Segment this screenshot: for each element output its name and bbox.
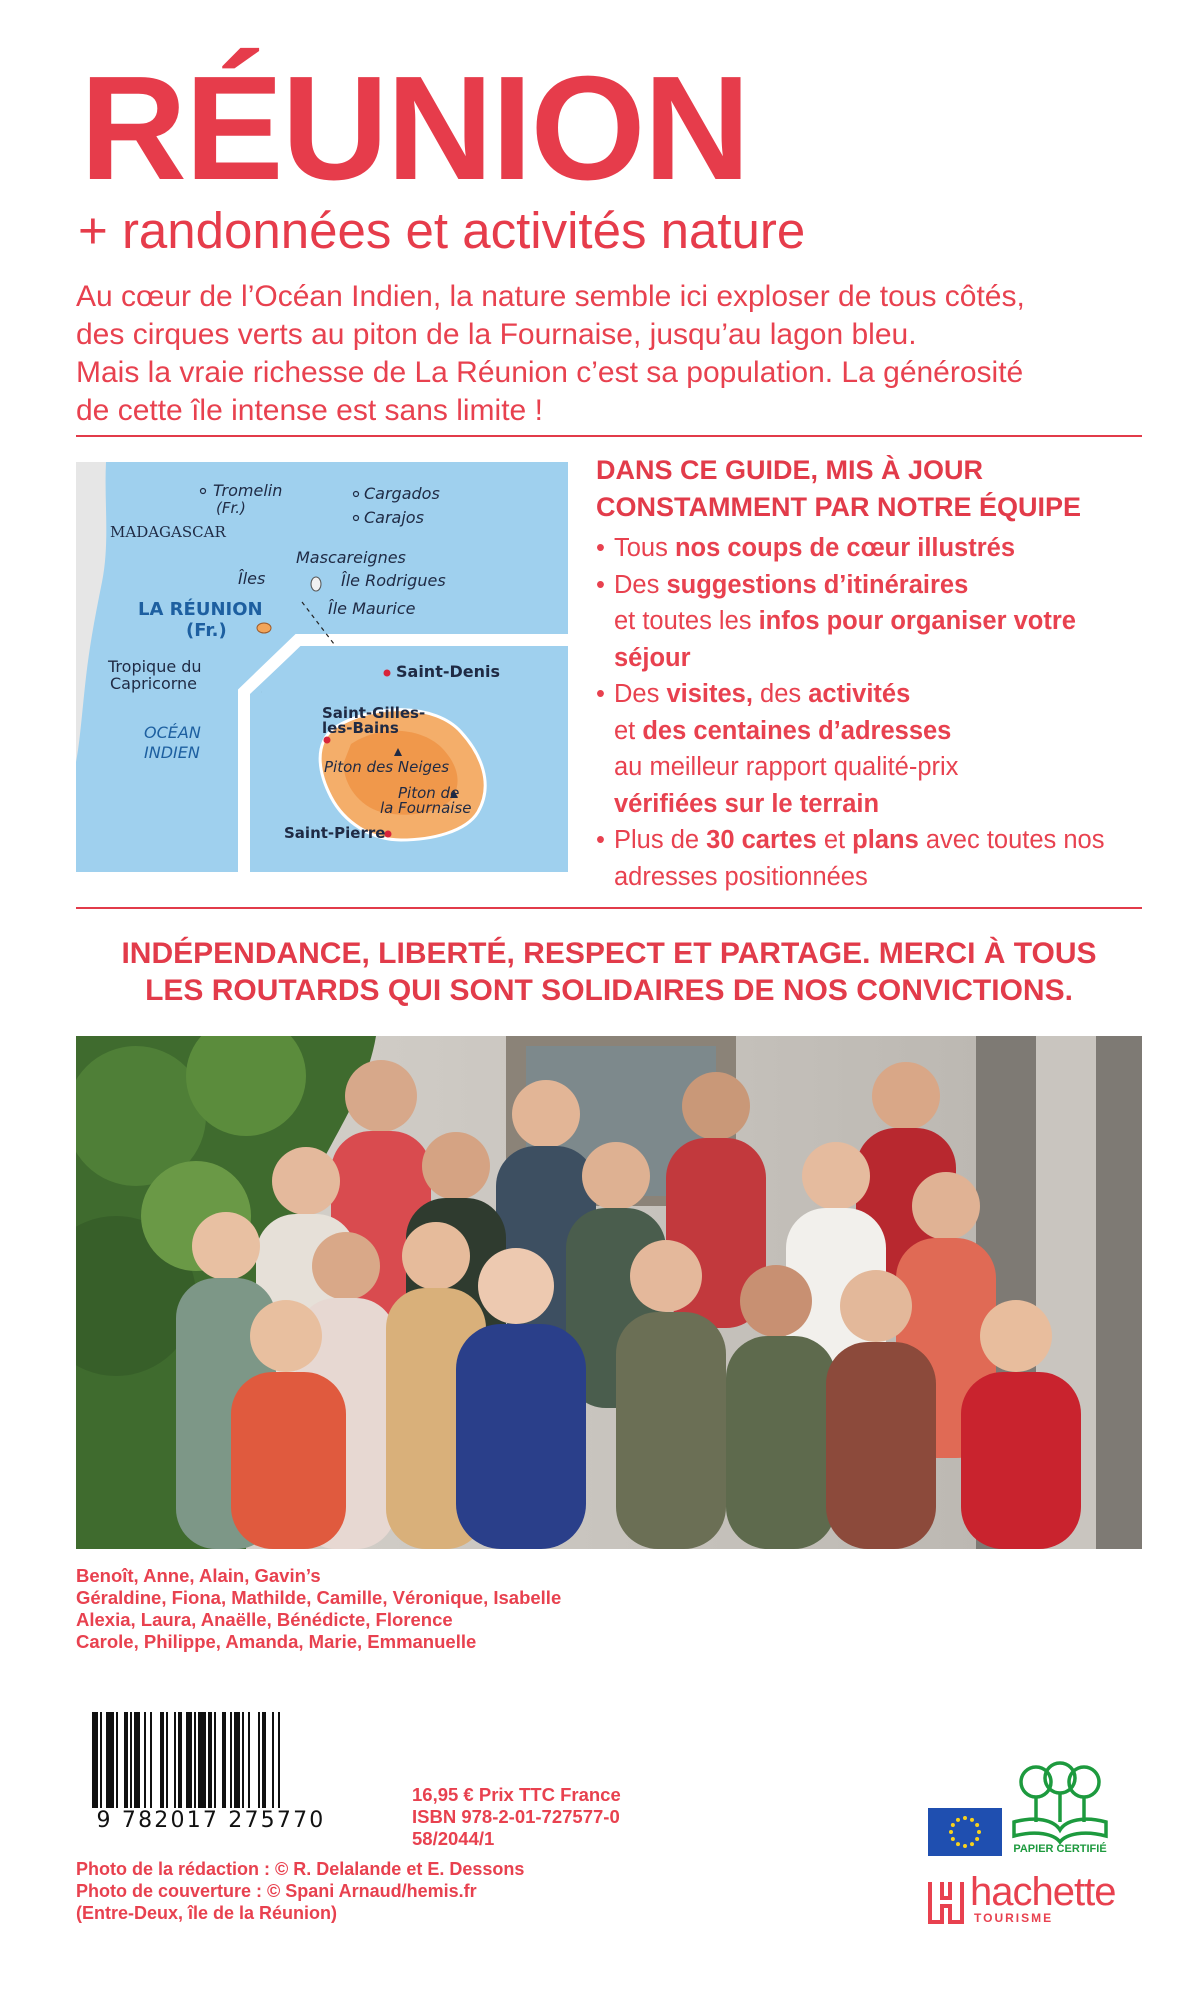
label-rodrigues: Île Rodrigues xyxy=(341,571,446,590)
isbn-line: ISBN 978-2-01-727577-0 xyxy=(412,1806,620,1827)
map-svg xyxy=(76,462,568,872)
guide-text: au meilleur rapport qualité-prix xyxy=(614,753,959,781)
guide-heading-line: DANS CE GUIDE, MIS À JOUR xyxy=(596,455,984,485)
publisher-sub: TOURISME xyxy=(974,1911,1054,1925)
bullet-icon: • xyxy=(596,680,605,708)
label-piton-fournaise-1: Piton de xyxy=(398,784,460,802)
names-line: Benoît, Anne, Alain, Gavin’s xyxy=(76,1565,321,1586)
label-iles: Îles xyxy=(238,569,266,588)
label-tromelin: Tromelin xyxy=(213,481,283,500)
label-carajos: Carajos xyxy=(364,508,424,527)
guide-item xyxy=(596,676,1156,822)
credit-line: (Entre-Deux, île de la Réunion) xyxy=(76,1903,338,1923)
price-line: 16,95 € Prix TTC France xyxy=(412,1784,621,1805)
guide-text: et xyxy=(614,716,643,745)
names-line: Alexia, Laura, Anaëlle, Bénédicte, Florence xyxy=(76,1609,453,1630)
guide-heading-line: CONSTAMMENT PAR NOTRE ÉQUIPE xyxy=(596,492,1082,522)
guide-text: Plus de xyxy=(614,826,707,854)
intro-line: des cirques verts au piton de la Fournaise, jusqu’au lagon bleu. xyxy=(76,318,917,351)
guide-bold: vérifiées sur le terrain xyxy=(614,789,880,818)
credit-line: Photo de la rédaction : © R. Delalande et E. Dessons xyxy=(76,1859,525,1879)
divider-top xyxy=(76,435,1142,437)
guide-text: Des xyxy=(614,570,667,599)
team-photo xyxy=(76,1036,1142,1549)
manifesto-line: LES ROUTARDS QUI SONT SOLIDAIRES DE NOS CONVICTIONS. xyxy=(145,974,1073,1007)
guide-list xyxy=(596,530,1156,895)
names-line: Carole, Philippe, Amanda, Marie, Emmanuelle xyxy=(76,1631,477,1652)
team-names xyxy=(76,1565,561,1653)
price-block xyxy=(412,1784,621,1850)
guide-bold: infos pour organiser votre séjour xyxy=(614,607,1076,672)
credit-line: Photo de couverture : © Spani Arnaud/hemis.fr xyxy=(76,1881,477,1901)
intro-paragraph xyxy=(76,278,1136,430)
guide-heading xyxy=(596,452,1156,526)
code-line: 58/2044/1 xyxy=(412,1828,495,1849)
guide-item xyxy=(596,530,1156,567)
divider-middle xyxy=(76,907,1142,909)
guide-item xyxy=(596,822,1156,895)
label-ocean-2: INDIEN xyxy=(144,743,200,762)
region-map xyxy=(76,462,568,872)
publisher-name: hachette xyxy=(970,1870,1116,1914)
guide-bold: des centaines d’adresses xyxy=(642,716,952,745)
guide-panel xyxy=(596,452,1156,895)
guide-bold: 30 cartes xyxy=(706,826,817,854)
guide-text: et toutes les xyxy=(614,607,759,635)
barcode-digits: 9 782017 275770 xyxy=(76,1808,346,1833)
guide-text: avec toutes nos adresses positionnées xyxy=(614,826,1105,891)
label-saint-gilles-1: Saint-Gilles- xyxy=(322,704,426,722)
label-ocean-1: OCÉAN xyxy=(144,723,201,742)
maurice-island xyxy=(311,577,321,591)
label-madagascar: MADAGASCAR xyxy=(110,523,226,541)
saint-pierre-dot xyxy=(385,831,392,838)
label-tropique-2: Capricorne xyxy=(110,674,198,693)
guide-bold: activités xyxy=(808,680,911,708)
label-mascareignes: Mascareignes xyxy=(296,548,406,567)
label-tromelin-fr: (Fr.) xyxy=(216,499,246,517)
page-subtitle: + randonnées et activités nature xyxy=(78,202,806,259)
label-cargados: Cargados xyxy=(364,484,440,503)
label-piton-fournaise-2: la Fournaise xyxy=(380,799,472,817)
paper-certified-label: PAPIER CERTIFIÉ xyxy=(1013,1843,1107,1855)
eu-flag-icon xyxy=(928,1808,1002,1856)
manifesto xyxy=(76,935,1142,1009)
intro-line: Au cœur de l’Océan Indien, la nature semble ici exploser de tous côtés, xyxy=(76,280,1025,313)
label-saint-gilles-2: les-Bains xyxy=(322,719,399,737)
label-piton-neiges: Piton des Neiges xyxy=(324,758,450,776)
saint-denis-dot xyxy=(384,670,391,677)
photo-credits xyxy=(76,1858,524,1924)
bullet-icon: • xyxy=(596,534,605,562)
label-saint-pierre: Saint-Pierre xyxy=(284,824,386,842)
guide-bold: visites, xyxy=(666,680,753,708)
saint-gilles-dot xyxy=(324,737,331,744)
label-reunion-fr: (Fr.) xyxy=(186,620,227,641)
label-reunion: LA RÉUNION xyxy=(138,599,263,620)
reunion-island-small xyxy=(257,623,271,633)
guide-text: Des xyxy=(614,680,667,708)
intro-line: Mais la vraie richesse de La Réunion c’est sa population. La générosité xyxy=(76,356,1024,389)
manifesto-line: INDÉPENDANCE, LIBERTÉ, RESPECT ET PARTAGE. MERCI À TOUS xyxy=(121,937,1097,970)
guide-text: Tous xyxy=(614,534,675,562)
bullet-icon: • xyxy=(596,570,605,599)
bullet-icon: • xyxy=(596,826,605,854)
guide-bold: plans xyxy=(852,826,919,854)
label-saint-denis: Saint-Denis xyxy=(396,662,501,681)
page-title: RÉUNION xyxy=(80,46,749,211)
guide-bold: suggestions d’itinéraires xyxy=(666,570,969,599)
team-photo-svg xyxy=(76,1036,1142,1549)
guide-text: des xyxy=(752,680,809,708)
label-tropique-1: Tropique du xyxy=(108,657,202,676)
guide-bold: nos coups de cœur illustrés xyxy=(674,534,1016,562)
names-line: Géraldine, Fiona, Mathilde, Camille, Véronique, Isabelle xyxy=(76,1587,562,1608)
guide-text: et xyxy=(816,826,853,854)
hachette-h-icon xyxy=(926,1878,966,1926)
label-maurice: Île Maurice xyxy=(328,599,416,618)
intro-line: de cette île intense est sans limite ! xyxy=(76,394,543,427)
guide-item xyxy=(596,567,1156,677)
